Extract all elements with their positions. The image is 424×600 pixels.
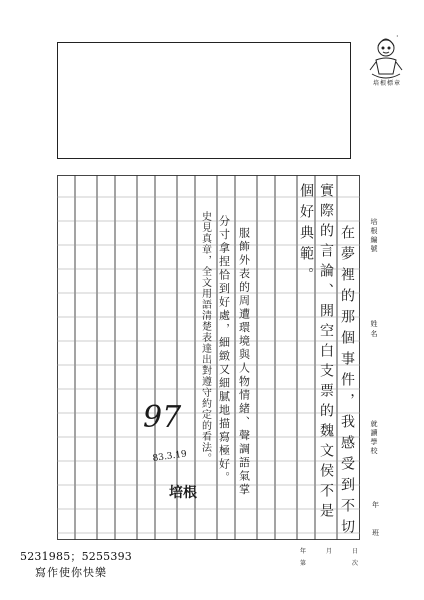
stamp-label: 培根標章	[372, 80, 401, 87]
comment-column-3: 史見真章，全文用語清楚表達出對遵守約定的看法。	[199, 211, 211, 464]
comment-column-1: 服飾外表的周遭環境與人物情緒、聲調語氣掌	[237, 227, 251, 497]
comment-column-2: 分寸拿捏恰到好處，細緻又細膩地描寫極好。	[217, 215, 231, 485]
side-label-school: 就讀學校	[370, 420, 378, 456]
footer-year-label: 年	[300, 548, 307, 555]
side-label-grade: 年	[372, 501, 379, 509]
footer-day-label: 日	[352, 548, 359, 555]
side-label-school-id: 培根編號	[370, 218, 378, 254]
corner-mark: ·	[396, 32, 399, 41]
essay-column-2: 實際的言論、開空白支票的魏文侯不是	[318, 183, 334, 523]
grading-date: 83.3.19	[152, 449, 188, 464]
side-label-class: 班	[372, 529, 379, 537]
footer-times-label: 次	[352, 560, 359, 567]
writing-grid	[57, 175, 360, 540]
mascot-stamp-icon	[362, 28, 410, 100]
comment-box	[57, 42, 351, 159]
footer-month-label: 月	[326, 548, 333, 555]
teacher-signature: 培根	[169, 485, 197, 501]
score: 97	[143, 400, 182, 435]
footer-page-label: 第	[300, 560, 307, 567]
footer-phone-code: 5231985；5255393	[20, 550, 132, 563]
footer-slogan: 寫作使你快樂	[35, 566, 107, 579]
side-label-name: 姓名	[370, 320, 378, 340]
essay-column-3: 個好典範。	[298, 183, 314, 288]
essay-column-1: 在夢裡的那個事件，我感受到不切	[339, 225, 355, 540]
